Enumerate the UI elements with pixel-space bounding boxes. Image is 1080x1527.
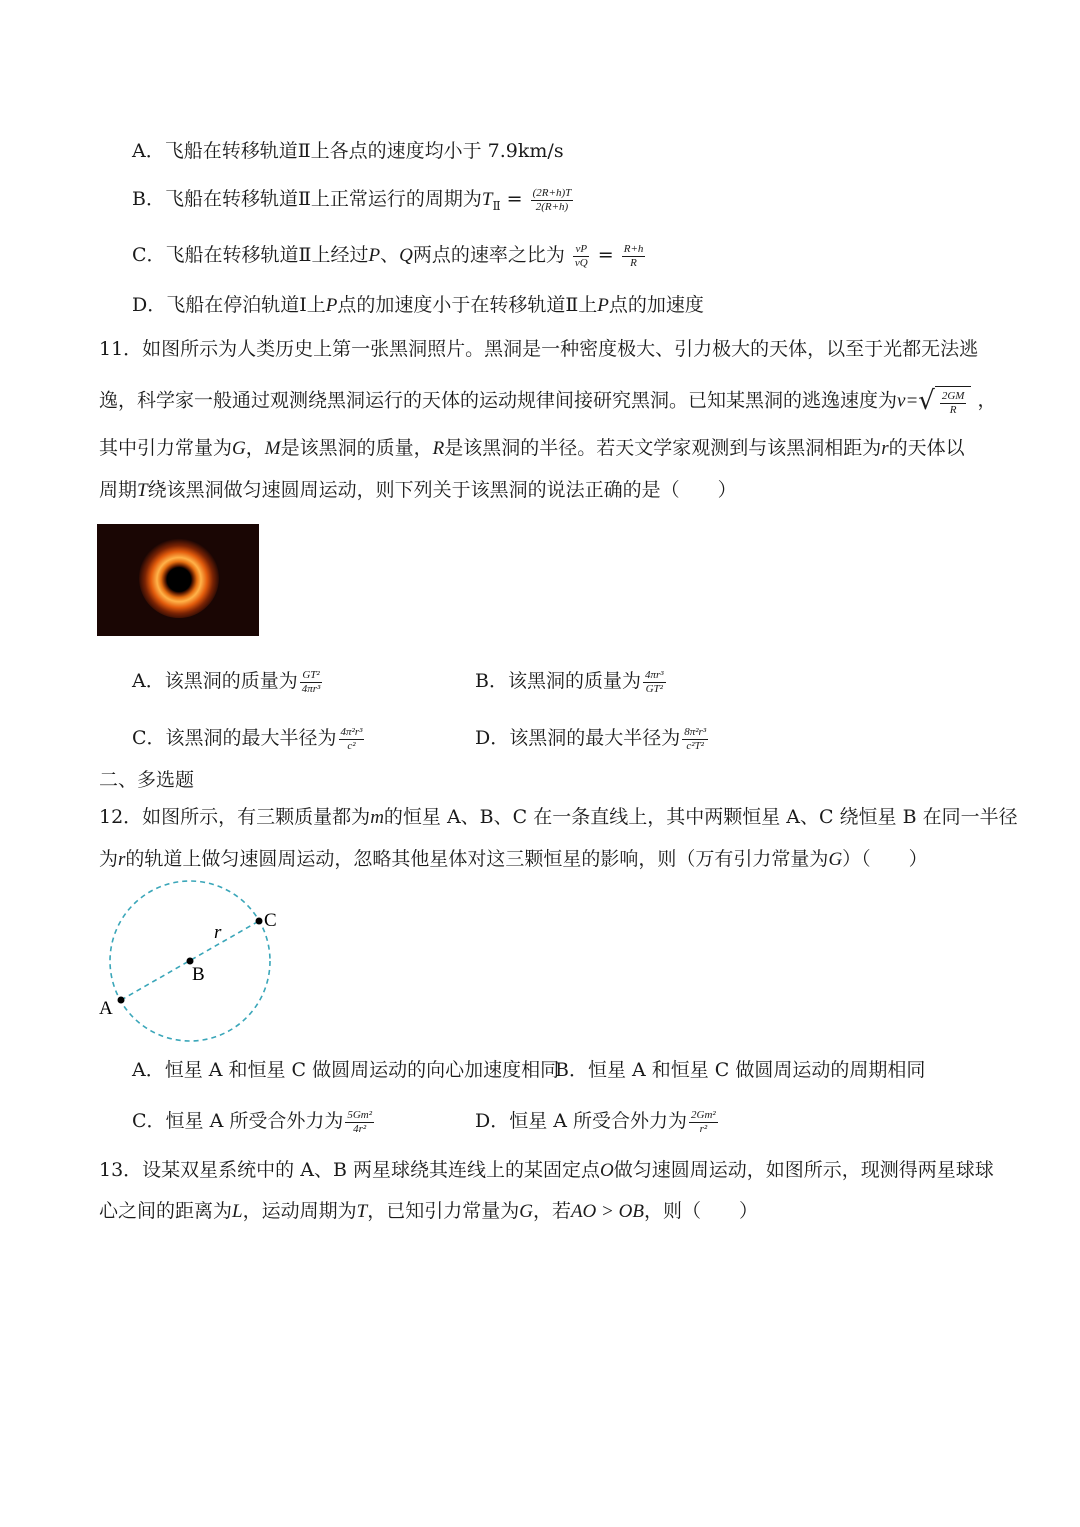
q13-line1-a: 13．设某双星系统中的 A、B 两星球绕其连线上的某固定点	[99, 1159, 600, 1181]
q12-line2-a: 为	[99, 848, 119, 870]
q11-option-d-num: 8π²r³	[684, 725, 707, 738]
q12-stem-line-1	[99, 804, 1018, 831]
q13-symbol-g: G	[519, 1201, 533, 1222]
q13-line1-b: 做匀速圆周运动，如图所示，现测得两星球球	[613, 1159, 994, 1181]
q11-symbol-r: r	[881, 438, 889, 459]
q11-option-c-text: C．该黑洞的最大半径为	[132, 727, 337, 749]
q12-option-d	[475, 1108, 720, 1136]
label-b: B	[192, 964, 205, 985]
q10-option-b-equals: =	[506, 188, 523, 210]
q10-option-d-p2: P	[597, 295, 609, 316]
q13-stem-line-1	[99, 1157, 994, 1184]
q11-option-a	[132, 668, 324, 696]
q10-option-d	[132, 292, 704, 319]
sqrt-icon: √	[918, 386, 935, 417]
q10-option-b-period-symbol: T	[481, 189, 493, 210]
q13-symbol-t: T	[356, 1201, 368, 1222]
q10-option-b-text: B．飞船在转移轨道Ⅱ上正常运行的周期为	[132, 188, 482, 210]
q11-symbol-m: M	[264, 438, 281, 459]
q12-option-d-fraction	[689, 1109, 718, 1136]
q12-option-c-den: 4r²	[353, 1122, 367, 1135]
q11-line3-e: 的天体以	[888, 437, 965, 459]
q13-symbol-o: O	[599, 1160, 614, 1181]
q11-line3-b: ，	[245, 437, 265, 459]
q10-option-c-num1: vP	[575, 242, 588, 255]
q11-option-a-den: 4πr³	[301, 682, 321, 695]
q11-line4-a: 周期	[99, 479, 138, 501]
q11-symbol-t: T	[137, 480, 148, 501]
label-r: r	[214, 922, 222, 943]
q10-option-c	[132, 242, 647, 270]
q11-line2-text: 逸，科学家一般通过观测绕黑洞运行的天体的运动规律间接研究黑洞。已知某黑洞的逃逸速度为	[99, 389, 898, 412]
q13-stem-line-2	[99, 1198, 758, 1225]
q11-option-c-num: 4π²r³	[340, 725, 363, 738]
q10-option-d-text-1: D．飞船在停泊轨道Ⅰ上	[132, 294, 326, 316]
q12-option-a: A．恒星 A 和恒星 C 做圆周运动的向心加速度相同	[132, 1059, 560, 1081]
q10-option-c-num2: R+h	[623, 242, 644, 255]
q11-option-b-den: GT²	[645, 682, 663, 695]
q11-sqrt-fraction	[940, 390, 967, 417]
q12-line1-a: 12．如图所示，有三颗质量都为	[99, 806, 371, 828]
q10-option-c-sep: 、	[380, 244, 400, 266]
q11-option-c-fraction	[339, 726, 365, 753]
q11-escape-velocity-symbol: v=	[897, 390, 919, 412]
q11-line2-end: ，	[977, 389, 997, 412]
q12-option-c	[132, 1108, 376, 1136]
q12-option-b: B．恒星 A 和恒星 C 做圆周运动的周期相同	[555, 1059, 926, 1081]
q12-line2-b: 的轨道上做匀速圆周运动，忽略其他星体对这三颗恒星的影响，则（万有引力常量为	[125, 848, 829, 870]
q10-option-c-mid: 两点的速率之比为	[412, 244, 565, 266]
q10-option-d-text-2: 点的加速度小于在转移轨道Ⅱ上	[337, 294, 598, 316]
q10-option-c-equals: =	[597, 244, 614, 266]
q10-option-a	[132, 138, 564, 164]
label-c: C	[264, 910, 277, 931]
q11-stem-line-3	[99, 435, 965, 462]
q10-option-c-q: Q	[399, 245, 413, 266]
q11-symbol-g: G	[232, 438, 246, 459]
q10-option-a-text: A．飞船在转移轨道Ⅱ上各点的速度均小于 7.9km/s	[132, 140, 564, 162]
q11-sqrt	[918, 386, 971, 417]
q13-line2-e: ，则（ ）	[643, 1200, 758, 1222]
q11-option-a-fraction	[300, 669, 323, 696]
section-heading: 二、多选题	[99, 769, 195, 791]
q13-line2-a: 心之间的距离为	[99, 1200, 233, 1222]
q12-option-d-text: D．恒星 A 所受合外力为	[475, 1110, 688, 1132]
q11-option-b	[475, 668, 668, 696]
q12-stem-line-2	[99, 846, 928, 873]
q13-line2-d: ，若	[532, 1200, 571, 1222]
q12-option-d-den: r²	[699, 1122, 708, 1135]
star-c-dot	[256, 918, 263, 925]
q11-option-d-text: D．该黑洞的最大半径为	[475, 727, 681, 749]
q11-symbol-r-upper: R	[432, 438, 445, 459]
q10-option-c-den2: R	[630, 256, 637, 269]
q10-option-b-denominator: 2(R+h)	[535, 200, 569, 213]
q11-option-a-text: A．该黑洞的质量为	[132, 670, 298, 692]
label-a: A	[99, 998, 113, 1019]
q11-option-c	[132, 725, 366, 753]
q11-option-b-fraction	[643, 669, 666, 696]
q11-stem-line-4	[99, 477, 737, 504]
q13-symbol-l: L	[232, 1201, 243, 1222]
q11-option-a-num: GT²	[302, 668, 320, 681]
q11-option-d-den: c²T²	[686, 739, 704, 752]
q13-inequality: AO > OB	[570, 1201, 644, 1222]
q12-symbol-r: r	[118, 849, 126, 870]
q11-stem-line-1: 11．如图所示为人类历史上第一张黑洞照片。黑洞是一种密度极大、引力极大的天体，以至于光都无法逃	[99, 338, 979, 360]
q11-line4-b: 绕该黑洞做匀速圆周运动，则下列关于该黑洞的说法正确的是（ ）	[147, 479, 737, 501]
q10-option-d-text-3: 点的加速度	[608, 294, 704, 316]
q11-sqrt-den: R	[949, 403, 957, 416]
star-a-dot	[118, 997, 125, 1004]
q13-line2-b: ，运动周期为	[242, 1200, 357, 1222]
q11-option-d-fraction	[682, 726, 708, 753]
q12-symbol-m: m	[370, 807, 384, 828]
q11-option-d	[475, 725, 710, 753]
q10-option-c-den1: vQ	[574, 256, 588, 269]
q11-option-b-text: B．该黑洞的质量为	[475, 670, 641, 692]
q10-option-d-p1: P	[325, 295, 338, 316]
q10-option-b-fraction	[531, 187, 574, 214]
q10-option-b-numerator: (2R+h)T	[532, 186, 572, 199]
q10-option-c-text: C．飞船在转移轨道Ⅱ上经过	[132, 244, 369, 266]
q11-sqrt-num: 2GM	[941, 389, 965, 402]
q12-option-c-text: C．恒星 A 所受合外力为	[132, 1110, 344, 1132]
q12-option-d-num: 2Gm²	[691, 1108, 716, 1121]
q12-option-c-fraction	[345, 1109, 374, 1136]
q10-option-b-subscript: Ⅱ	[492, 198, 501, 213]
q10-option-c-fraction-1	[573, 243, 590, 270]
q10-option-c-p: P	[368, 245, 381, 266]
q11-line3-c: 是该黑洞的质量，	[280, 437, 433, 459]
black-hole-photo	[97, 524, 259, 636]
q11-option-b-num: 4πr³	[644, 668, 664, 681]
q11-line3-a: 其中引力常量为	[99, 437, 233, 459]
q11-stem-line-2	[99, 386, 996, 417]
q12-symbol-g: G	[828, 849, 843, 870]
black-hole-ring	[139, 538, 219, 618]
q12-option-c-num: 5Gm²	[347, 1108, 373, 1121]
q10-option-b	[132, 186, 575, 219]
q12-line2-c: ）（ ）	[842, 848, 928, 870]
q11-option-c-den: c²	[347, 739, 356, 752]
q12-line1-b: 的恒星 A、B、C 在一条直线上，其中两颗恒星 A、C 绕恒星 B 在同一半径	[383, 806, 1018, 828]
q11-line3-d: 是该黑洞的半径。若天文学家观测到与该黑洞相距为	[444, 437, 882, 459]
q12-orbit-diagram	[95, 875, 295, 1045]
q13-line2-c: ，已知引力常量为	[367, 1200, 520, 1222]
q10-option-c-fraction-2	[622, 243, 646, 270]
